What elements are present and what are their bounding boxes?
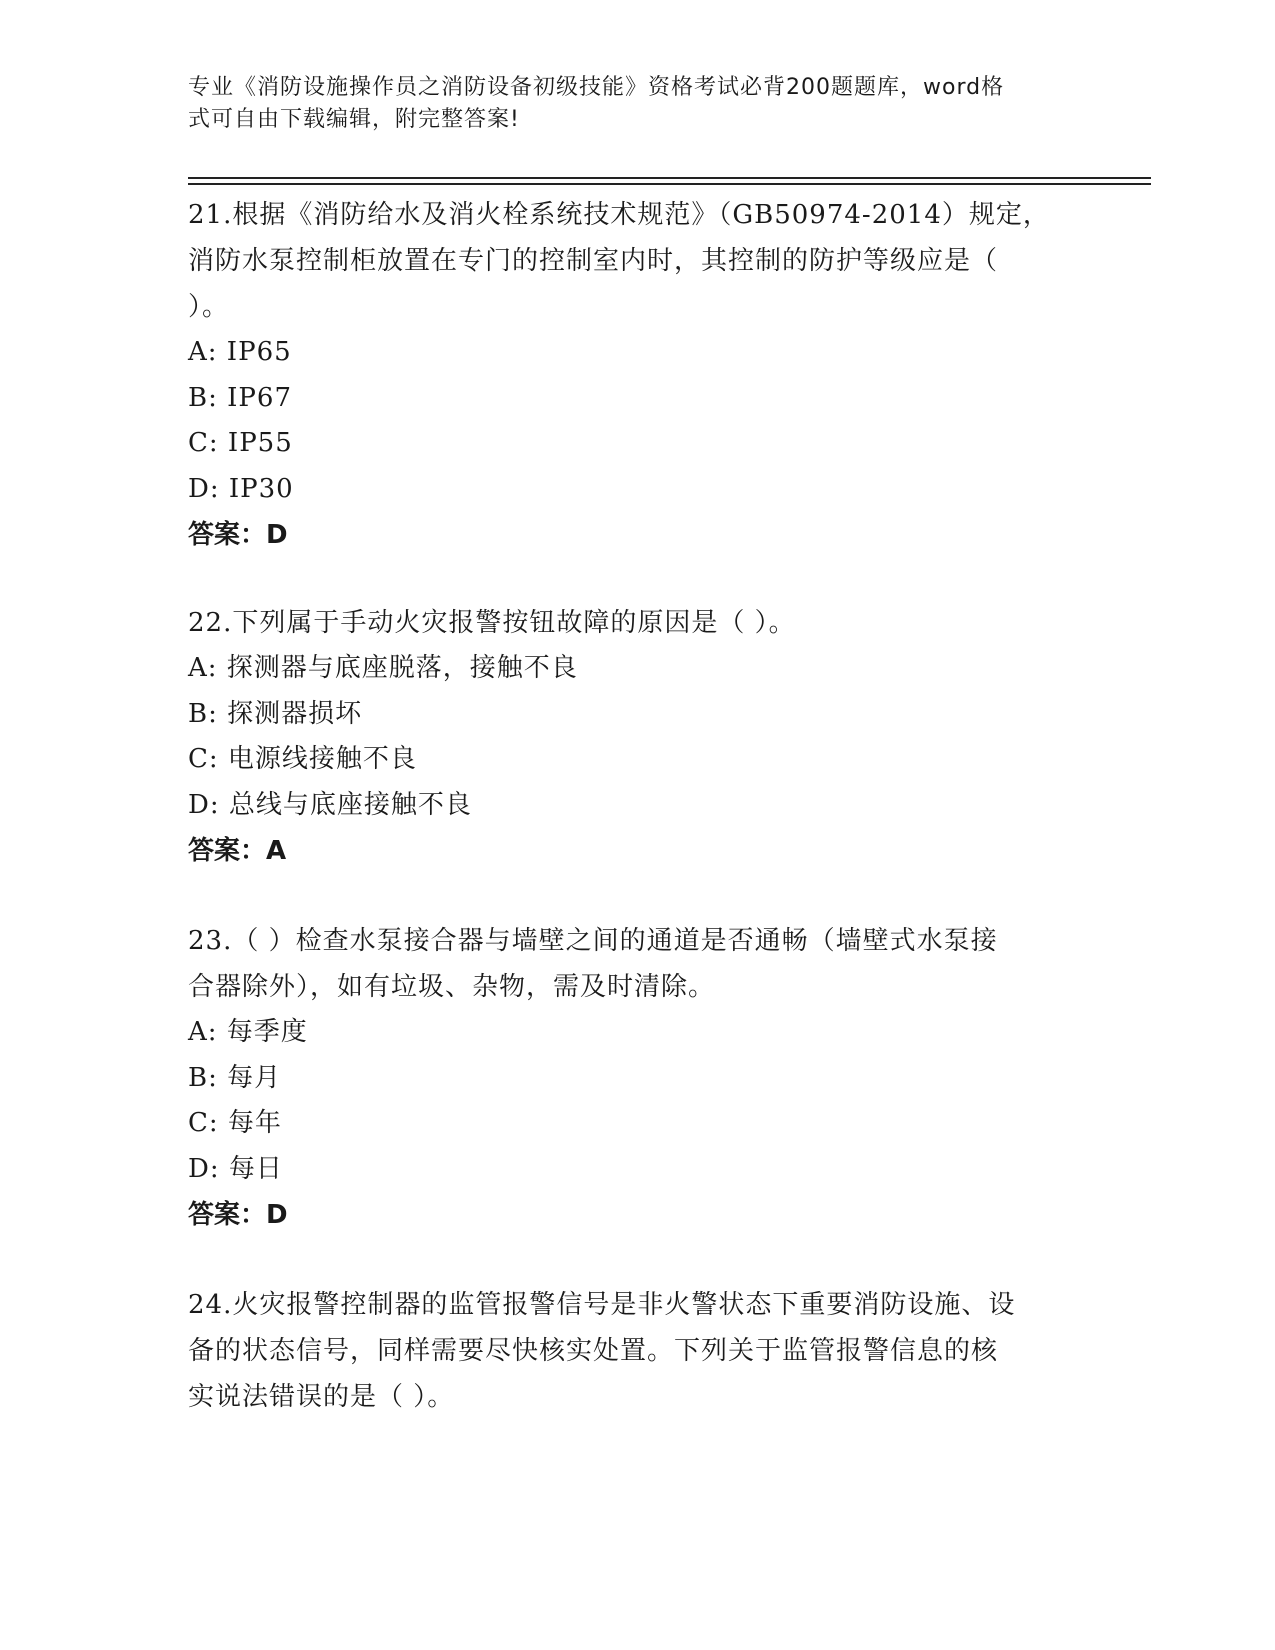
header-line-1: 专业《消防设施操作员之消防设备初级技能》资格考试必背200题题库，word格 xyxy=(188,75,1005,100)
stem-line: 合器除外），如有垃圾、杂物，需及时清除。 xyxy=(188,972,716,1002)
stem-line: 实说法错误的是（ ）。 xyxy=(188,1382,455,1412)
question-stem xyxy=(188,1280,1068,1420)
option-a: A: 每季度 xyxy=(188,1017,308,1047)
option-b: B: 每月 xyxy=(188,1062,282,1093)
option-a: A: IP65 xyxy=(188,337,292,367)
option-d: D: 总线与底座接触不良 xyxy=(188,789,472,820)
option-b: B: IP67 xyxy=(188,382,292,413)
header-rule-bottom xyxy=(188,183,1151,185)
question-stem xyxy=(188,916,1068,1010)
question-stem xyxy=(188,190,1068,330)
document-header xyxy=(188,72,1068,136)
answer-text: 答案：A xyxy=(188,836,287,866)
question-22 xyxy=(188,598,1068,874)
stem-line: ）。 xyxy=(188,292,230,322)
option-b: B: 探测器损坏 xyxy=(188,698,363,729)
stem-line: 24.火灾报警控制器的监管报警信号是非火警状态下重要消防设施、设 xyxy=(188,1290,1016,1320)
answer-text: 答案：D xyxy=(188,1200,288,1230)
option-d: D: IP30 xyxy=(188,473,294,504)
option-d: D: 每日 xyxy=(188,1153,283,1184)
stem-line: 21.根据《消防给水及消火栓系统技术规范》（GB50974-2014）规定， xyxy=(188,200,1050,230)
question-23 xyxy=(188,916,1068,1238)
option-c: C: IP55 xyxy=(188,428,293,458)
question-21 xyxy=(188,190,1068,558)
option-a: A: 探测器与底座脱落，接触不良 xyxy=(188,653,578,683)
option-c: C: 电源线接触不良 xyxy=(188,744,417,774)
option-c: C: 每年 xyxy=(188,1108,282,1138)
answer-text: 答案：D xyxy=(188,520,288,550)
stem-line: 23.（ ）检查水泵接合器与墙壁之间的通道是否通畅（墙壁式水泵接 xyxy=(188,926,998,956)
stem-line: 消防水泵控制柜放置在专门的控制室内时，其控制的防护等级应是（ xyxy=(188,246,999,276)
stem-line: 备的状态信号，同样需要尽快核实处置。下列关于监管报警信息的核 xyxy=(188,1336,999,1366)
question-stem xyxy=(188,598,1068,646)
stem-line: 22.下列属于手动火灾报警按钮故障的原因是（ ）。 xyxy=(188,608,796,638)
header-rule-top xyxy=(188,177,1151,179)
header-line-2: 式可自由下载编辑，附完整答案! xyxy=(188,107,520,132)
question-24 xyxy=(188,1280,1068,1420)
